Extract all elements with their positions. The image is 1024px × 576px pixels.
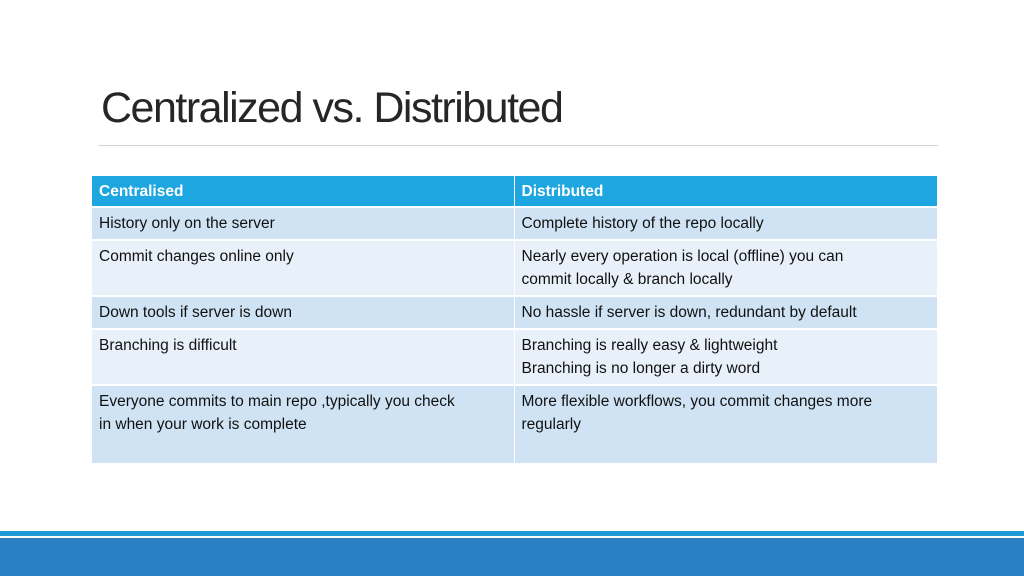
cell-distributed	[514, 207, 937, 240]
cell-text: Branching is difficult	[99, 337, 237, 354]
cell-distributed	[514, 296, 937, 329]
cell-text: Branching is really easy & lightweight	[521, 337, 778, 354]
table-header-row	[92, 176, 937, 207]
cell-text: regularly	[521, 416, 581, 433]
table-row	[92, 385, 937, 463]
table-row	[92, 329, 937, 385]
table-row	[92, 296, 937, 329]
cell-centralised	[92, 329, 514, 385]
cell-text: Commit changes online only	[99, 248, 294, 265]
cell-text: commit locally & branch locally	[521, 271, 733, 288]
table-row	[92, 207, 937, 240]
cell-centralised	[92, 240, 514, 296]
title-divider	[98, 145, 938, 146]
comparison-table	[92, 176, 938, 463]
cell-text: Branching is no longer a dirty word	[521, 360, 761, 377]
cell-text: Nearly every operation is local (offline) you can	[521, 248, 844, 265]
cell-centralised	[92, 296, 514, 329]
cell-text: in when your work is complete	[99, 416, 307, 433]
cell-text: More flexible workflows, you commit changes more	[521, 393, 873, 410]
cell-text: No hassle if server is down, redundant by default	[521, 304, 857, 321]
slide-title: Centralized vs. Distributed	[101, 84, 563, 132]
cell-distributed	[514, 385, 937, 463]
header-centralised: Centralised	[92, 176, 514, 207]
cell-text: History only on the server	[99, 215, 275, 232]
cell-text: Down tools if server is down	[99, 304, 292, 321]
cell-text: Complete history of the repo locally	[521, 215, 764, 232]
footer-bar	[0, 538, 1024, 576]
footer-accent-stripe	[0, 531, 1024, 536]
header-distributed: Distributed	[514, 176, 937, 207]
cell-distributed	[514, 240, 937, 296]
cell-centralised	[92, 207, 514, 240]
cell-distributed	[514, 329, 937, 385]
cell-centralised	[92, 385, 514, 463]
table-row	[92, 240, 937, 296]
cell-text: Everyone commits to main repo ,typically you check	[99, 393, 455, 410]
